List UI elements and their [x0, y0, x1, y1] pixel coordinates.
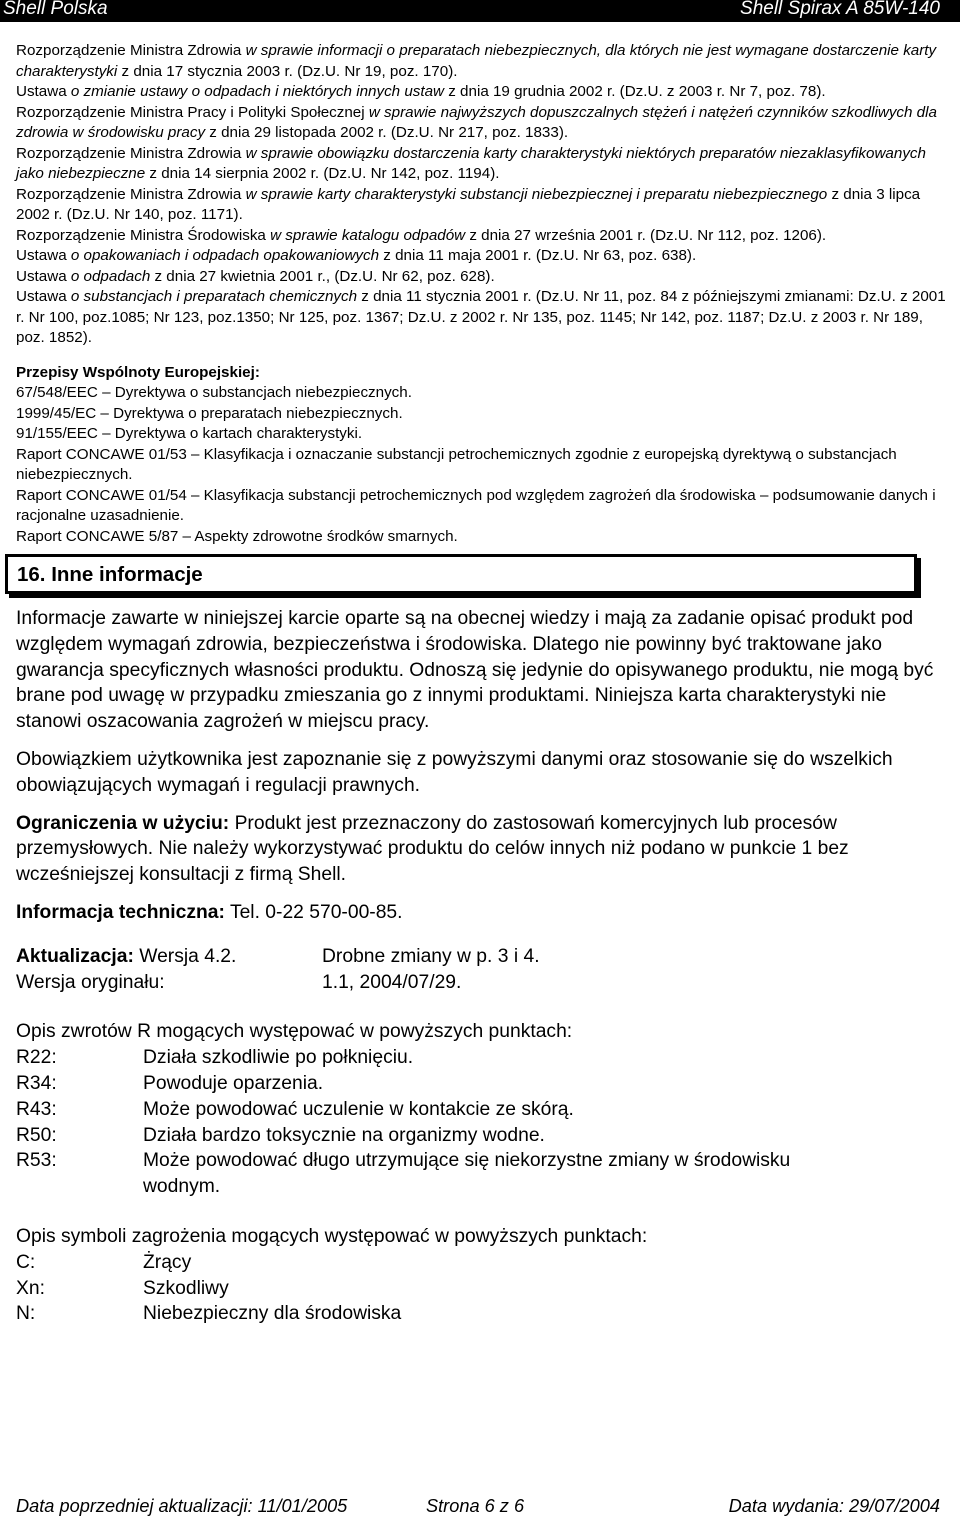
r-phrase-row: R43: Może powodować uczulenie w kontakcie ze skórą. — [16, 1098, 574, 1120]
r-phrases-title: Opis zwrotów R mogących występować w powyższych punktach: — [16, 1021, 573, 1043]
section-heading-box — [5, 554, 917, 594]
legal-ref: Ustawa o opakowaniach i odpadach opakowaniowych z dnia 11 maja 2001 r. (Dz.U. Nr 63, poz. 638). — [16, 247, 697, 264]
eu-regulations-title: Przepisy Wspólnoty Europejskiej: — [16, 363, 260, 381]
other-information — [16, 606, 951, 1327]
info-paragraph: Obowiązkiem użytkownika jest zapoznanie się z powyższymi danymi oraz stosowanie się do wszelkich obowiązujących wymagań i regulacji prawnych. — [16, 748, 893, 796]
page-header — [0, 0, 960, 22]
legal-ref: Rozporządzenie Ministra Pracy i Polityki Społecznej w sprawie najwyższych dopuszczalnych stężeń i natężeń czynników szkodliwych dla zdrowia w środowisku pracy z dnia 29 listopada 2002 r. (Dz.U. Nr 217, poz. 1833). — [16, 103, 937, 141]
previous-update-date: Data poprzedniej aktualizacji: 11/01/2005 — [16, 1496, 348, 1516]
info-paragraph: Informacje zawarte w niniejszej karcie oparte są na obecnej wiedzy i mają za zadanie opisać produkt pod względem wymagań zdrowia, bezpieczeństwa i środowiska. Dlatego nie powinny być traktowane jako gwarancja specyficznych własności produktu. Odnoszą się jedynie do opisywanego produktu, nie mogą być brane pod uwagę w przypadku zmieszania go z innymi produktami. Niniejsza karta charakterystyki nie stanowi oszacowania zagrożeń w miejscu pracy. — [16, 608, 934, 733]
legal-ref: Rozporządzenie Ministra Środowiska w sprawie katalogu odpadów z dnia 27 września 2001 r. (Dz.U. Nr 112, poz. 1206). — [16, 226, 827, 244]
eu-item: 91/155/EEC – Dyrektywa o kartach charakterystyki. — [16, 425, 363, 442]
update-row: Aktualizacja: Wersja 4.2. Drobne zmiany w p. 3 i 4. — [16, 945, 540, 967]
page-number: Strona 6 z 6 — [426, 1496, 525, 1516]
eu-item: Raport CONCAWE 01/53 – Klasyfikacja i oznaczanie substancji petrochemicznych zgodnie z europejską dyrektywą o substancjach niebezpiecznych. — [16, 445, 897, 483]
legal-ref: Ustawa o substancjach i preparatach chemicznych z dnia 11 stycznia 2001 r. (Dz.U. Nr 11, poz. 84 z późniejszymi zmianami: Dz.U. z 2001 r. Nr 100, poz.1085; Nr 123, poz.1350; Nr 125, poz. 1367; Dz.U. z 2002 r. Nr 135, poz. 1145; Nr 142, poz. 1187; Dz.U. z 2003 r. Nr 189, poz. 1852). — [16, 288, 946, 346]
r-phrase-row: R53: Może powodować długo utrzymujące się niekorzystne zmiany w środowisku wodnym. — [16, 1150, 791, 1198]
legal-ref: Rozporządzenie Ministra Zdrowia w sprawie informacji o preparatach niebezpiecznych, dla których nie jest wymagane dostarczenie karty charakterystyki z dnia 17 stycznia 2003 r. (Dz.U. Nr 19, poz. 170). — [16, 42, 937, 80]
r-phrase-row: R50: Działa bardzo toksycznie na organizmy wodne. — [16, 1124, 545, 1146]
header-company: Shell Polska — [3, 0, 108, 19]
eu-item: 1999/45/EC – Dyrektywa o preparatach niebezpiecznych. — [16, 404, 403, 422]
hazard-symbols-title: Opis symboli zagrożenia mogących występować w powyższych punktach: — [16, 1225, 648, 1247]
hazard-symbol-row: Xn: Szkodliwy — [16, 1277, 229, 1299]
header-product: Shell Spirax A 85W-140 — [740, 0, 940, 19]
technical-info: Informacja techniczna: Tel. 0-22 570-00-85. — [16, 901, 403, 923]
legal-ref: Ustawa o odpadach z dnia 27 kwietnia 2001 r., (Dz.U. Nr 62, poz. 628). — [16, 267, 495, 285]
r-phrase-row: R22: Działa szkodliwie po połknięciu. — [16, 1047, 414, 1069]
r-phrase-row: R34: Powoduje oparzenia. — [16, 1072, 324, 1094]
legal-ref: Rozporządzenie Ministra Zdrowia w sprawie obowiązku dostarczenia karty charakterystyki niektórych preparatów niezaklasyfikowanych jako niebezpieczne z dnia 14 sierpnia 2002 r. (Dz.U. Nr 142, poz. 1194). — [16, 144, 926, 182]
section-title: 16. Inne informacje — [17, 563, 203, 586]
hazard-symbol-row: C: Żrący — [16, 1251, 192, 1273]
issue-date: Data wydania: 29/07/2004 — [728, 1496, 940, 1516]
legal-ref: Rozporządzenie Ministra Zdrowia w sprawie karty charakterystyki substancji niebezpiecznej i preparatu niebezpiecznego z dnia 3 lipca 2002 r. (Dz.U. Nr 140, poz. 1171). — [16, 185, 921, 223]
eu-item: Raport CONCAWE 01/54 – Klasyfikacja substancji petrochemicznych pod względem zagrożeń dla środowiska – podsumowanie danych i racjonalne uzasadnienie. — [16, 486, 936, 524]
original-version-row: Wersja oryginału: 1.1, 2004/07/29. — [16, 971, 462, 993]
page-footer — [16, 1494, 946, 1518]
hazard-symbol-row: N: Niebezpieczny dla środowiska — [16, 1303, 402, 1325]
eu-item: 67/548/EEC – Dyrektywa o substancjach niebezpiecznych. — [16, 384, 412, 401]
usage-restrictions: Ograniczenia w użyciu: Produkt jest przeznaczony do zastosowań komercyjnych lub procesów przemysłowych. Nie należy wykorzystywać produktu do celów innych niż podano w punkcie 1 bez wcześniejszej konsultacji z firmą Shell. — [16, 812, 849, 886]
legal-ref: Ustawa o zmianie ustawy o odpadach i niektórych innych ustaw z dnia 19 grudnia 2002 r. (Dz.U. z 2003 r. Nr 7, poz. 78). — [16, 83, 826, 100]
eu-item: Raport CONCAWE 5/87 – Aspekty zdrowotne środków smarnych. — [16, 527, 458, 545]
legal-references — [16, 41, 951, 547]
